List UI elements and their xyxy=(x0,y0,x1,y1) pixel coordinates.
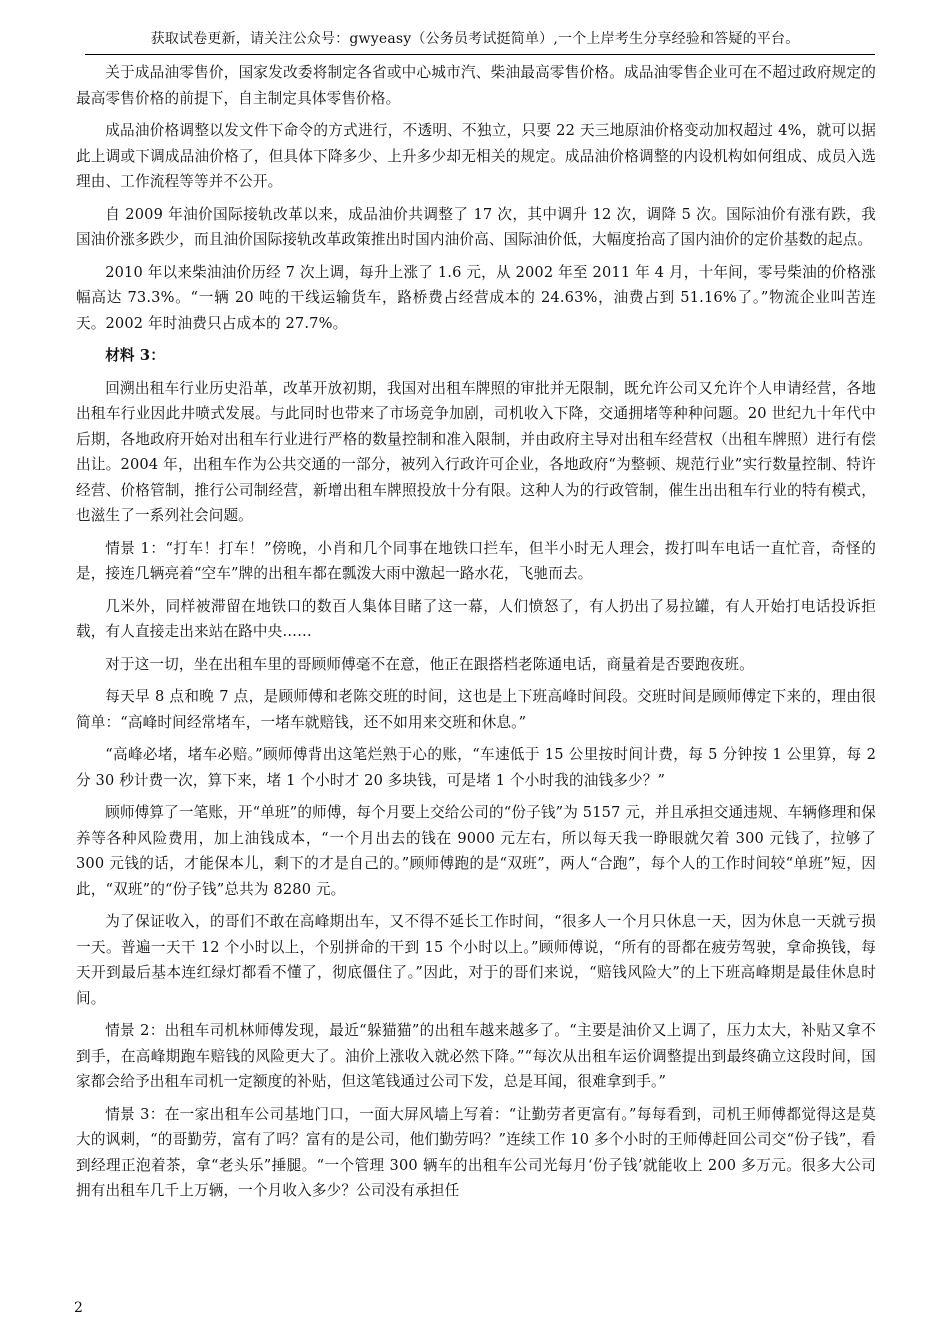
paragraph: 每天早 8 点和晚 7 点，是顾师傅和老陈交班的时间，这也是上下班高峰时间段。交班时间是顾师傅定下来的，理由很简单：“高峰时间经常堵车，一堵车就赔钱，还不如用来交班和休息。” xyxy=(76,688,876,731)
section-heading: 材料 3： xyxy=(105,347,165,364)
paragraph: 顾师傅算了一笔账，开“单班”的师傅，每个月要上交给公司的“份子钱”为 5157 元，并且承担交通违规、车辆修理和保养等各种风险费用，加上油钱成本，“一个月出去的钱在 9000 元左右，所以每天我一睁眼就欠着 300 元钱了，拉够了 300 元钱的话，才能保本儿，剩下的才是自己的。”顾师傅跑的是“双班”，两人“合跑”，每个人的工作时间较“单班”短，因此，“双班”的“份子钱”总共为 8280 元。 xyxy=(76,804,876,898)
paragraph: “高峰必堵，堵车必赔。”顾师傅背出这笔烂熟于心的账，“车速低于 15 公里按时间计费，每 5 分钟按 1 公里算，每 2 分 30 秒计费一次，算下来，堵 1 个小时才 20 多块钱，可是堵 1 个小时我的油钱多少？” xyxy=(76,746,876,789)
paragraph: 关于成品油零售价，国家发改委将制定各省或中心城市汽、柴油最高零售价格。成品油零售企业可在不超过政府规定的最高零售价格的前提下，自主制定具体零售价格。 xyxy=(76,64,876,107)
paragraph: 情景 1：“打车！打车！”傍晚，小肖和几个同事在地铁口拦车，但半小时无人理会，拨打叫车电话一直忙音，奇怪的是，接连几辆亮着“空车”牌的出租车都在瓢泼大雨中激起一路水花，飞驰而去。 xyxy=(76,539,876,582)
paragraph: 几米外，同样被滞留在地铁口的数百人集体目睹了这一幕，人们愤怒了，有人扔出了易拉罐，有人开始打电话投诉拒载，有人直接走出来站在路中央…… xyxy=(76,597,876,640)
paragraph: 成品油价格调整以发文件下命令的方式进行，不透明、不独立，只要 22 天三地原油价格变动加权超过 4%，就可以据此上调或下调成品油价格了，但具体下降多少、上升多少却无相关的规定。成品油价格调整的内设机构如何组成、成员入选理由、工作流程等等并不公开。 xyxy=(76,122,876,190)
header-divider xyxy=(85,54,875,55)
document-body xyxy=(76,60,876,1211)
header-banner: 获取试卷更新，请关注公众号：gwyeasy（公务员考试挺简单）,一个上岸考生分享经验和答疑的平台。 xyxy=(150,31,800,47)
paragraph: 对于这一切，坐在出租车里的哥顾师傅毫不在意，他正在跟搭档老陈通电话，商量着是否要跑夜班。 xyxy=(105,655,754,673)
paragraph: 回溯出租车行业历史沿革，改革开放初期，我国对出租车牌照的审批并无限制，既允许公司又允许个人申请经营，各地出租车行业因此井喷式发展。与此同时也带来了市场竞争加剧，司机收入下降，交通拥堵等种种问题。20 世纪九十年代中后期，各地政府开始对出租车行业进行严格的数量控制和准入限制，并由政府主导对出租车经营权（出租车牌照）进行有偿出让。2004 年，出租车作为公共交通的一部分，被列入行政许可企业，各地政府“为整顿、规范行业”实行数量控制、特许经营、价格管制，推行公司制经营，新增出租车牌照投放十分有限。这种人为的行政管制，催生出出租车行业的特有模式，也滋生了一系列社会问题。 xyxy=(76,379,876,524)
paragraph: 情景 2：出租车司机林师傅发现，最近“躲猫猫”的出租车越来越多了。“主要是油价又上调了，压力太大，补贴又拿不到手，在高峰期跑车赔钱的风险更大了。油价上涨收入就必然下降。”“每次从出租车运价调整提出到最终确立这段时间，国家都会给予出租车司机一定额度的补贴，但这笔钱通过公司下发，总是耳闻，很难拿到手。” xyxy=(76,1022,876,1090)
page-number: 2 xyxy=(74,1300,83,1316)
paragraph: 为了保证收入，的哥们不敢在高峰期出车，又不得不延长工作时间，“很多人一个月只休息一天，因为休息一天就亏损一天。普遍一天干 12 个小时以上，个别拼命的干到 15 个小时以上。”顾师傅说，“所有的哥都在疲劳驾驶，拿命换钱，每天开到最后基本连红绿灯都看不懂了，彻底僵住了。”因此，对于的哥们来说，“赔钱风险大”的上下班高峰期是最佳休息时间。 xyxy=(76,913,876,1007)
paragraph: 情景 3：在一家出租车公司基地门口，一面大屏风墙上写着：“让勤劳者更富有。”每每看到，司机王师傅都觉得这是莫大的讽刺，“的哥勤劳，富有了吗？富有的是公司，他们勤劳吗？”连续工作 10 多个小时的王师傅赶回公司交“份子钱”，看到经理正泡着茶，拿“老头乐”捶腿。“一个管理 300 辆车的出租车公司光每月‘份子钱’就能收上 200 多万元。很多大公司拥有出租车几千上万辆，一个月收入多少？公司没有承担任 xyxy=(76,1105,876,1199)
paragraph: 自 2009 年油价国际接轨改革以来，成品油价共调整了 17 次，其中调升 12 次，调降 5 次。国际油价有涨有跌，我国油价涨多跌少，而且油价国际接轨改革政策推出时国内油价高、国际油价低，大幅度抬高了国内油价的定价基数的起点。 xyxy=(76,205,876,248)
paragraph: 2010 年以来柴油油价历经 7 次上调，每升上涨了 1.6 元，从 2002 年至 2011 年 4 月，十年间，零号柴油的价格涨幅高达 73.3%。“一辆 20 吨的干线运输货车，路桥费占经营成本的 24.63%，油费占到 51.16%了。”物流企业叫苦连天。2002 年时油费只占成本的 27.7%。 xyxy=(76,263,876,332)
